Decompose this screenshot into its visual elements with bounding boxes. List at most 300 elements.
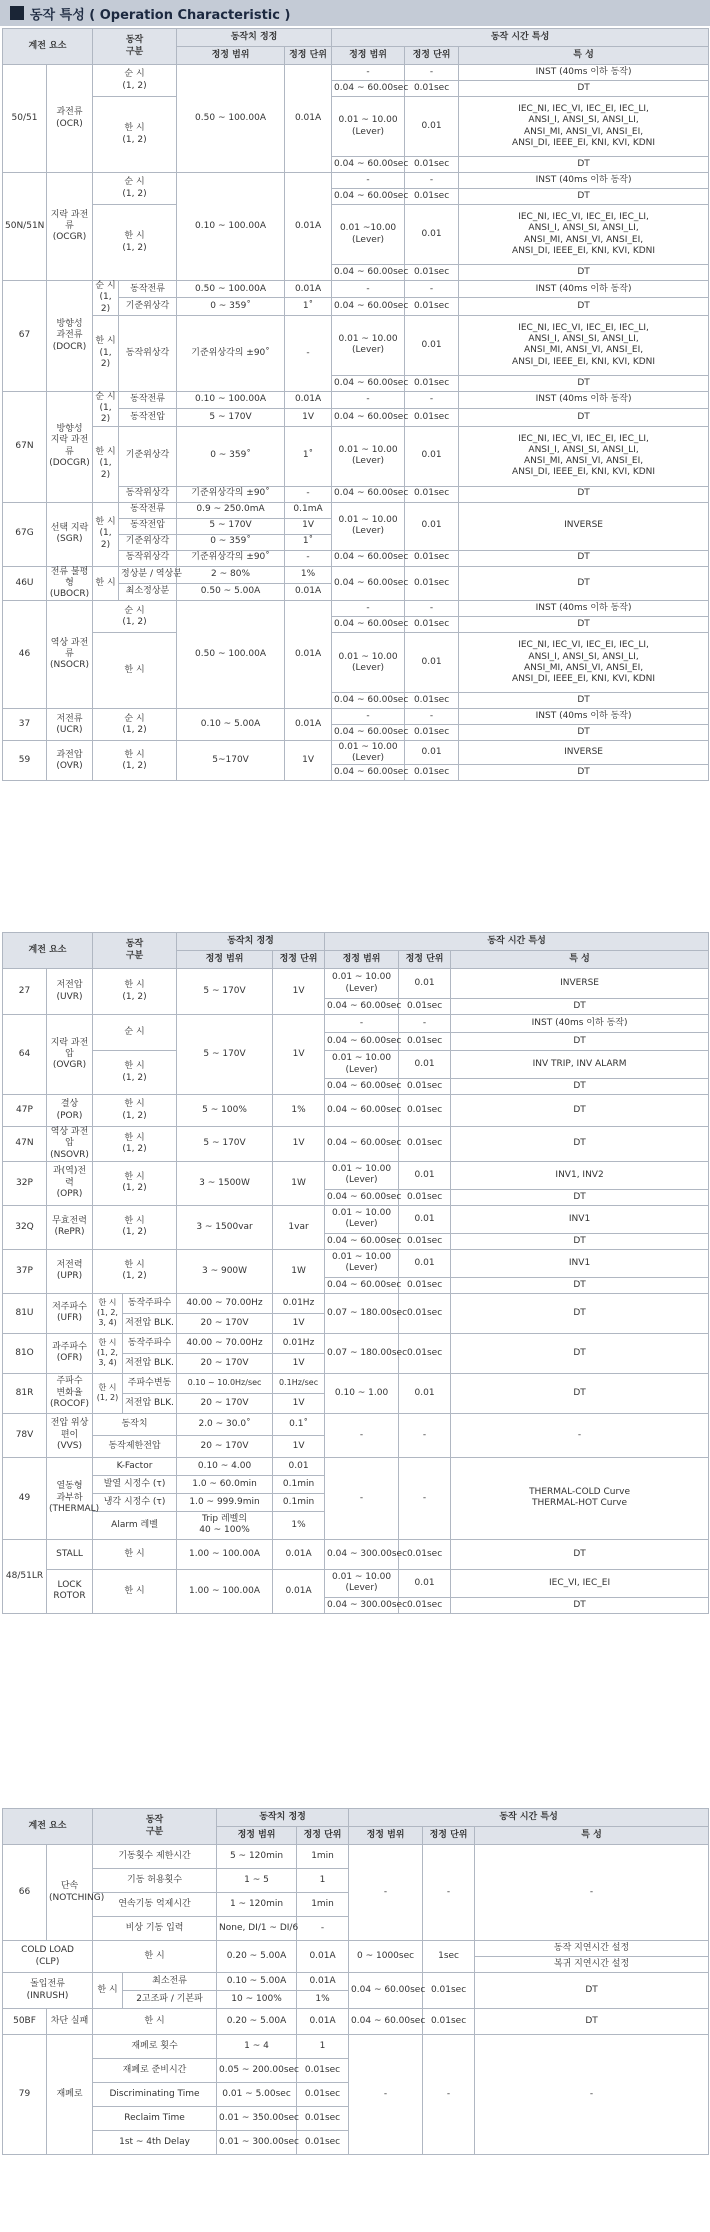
characteristic-curves: IEC_NI, IEC_VI, IEC_EI, IEC_LI, ANSI_I, ANSI_SI, ANSI_LI, ANSI_MI, ANSI_VI, ANSI_EI, ANSI_DI, IEEE_EI, KNI, KVI, KDNI xyxy=(459,97,709,157)
header-unit: 정정 단위 xyxy=(297,1827,349,1845)
time-range: 0.04 ~ 60.00sec xyxy=(332,157,405,173)
relay-name: 과전압 (OVR) xyxy=(47,741,93,781)
time-unit: 0.01sec xyxy=(423,2009,475,2035)
setting-range: 1.0 ~ 999.9min xyxy=(177,1493,273,1511)
setting-range: 20 ~ 170V xyxy=(177,1435,273,1457)
time-range: 0.01 ~10.00 (Lever) xyxy=(332,205,405,265)
time-range: 0.01 ~ 10.00 (Lever) xyxy=(325,1051,399,1079)
time-range: 0.01 ~ 10.00 (Lever) xyxy=(332,315,405,375)
section-1-table xyxy=(2,28,708,781)
characteristic: INST (40ms 이하 동작) xyxy=(459,391,709,408)
setting-unit: 1V xyxy=(273,1435,325,1457)
setting-range: 5 ~ 170V xyxy=(177,1127,273,1162)
time-unit: 0.01sec xyxy=(405,725,459,741)
time-range: 0.04 ~ 60.00sec xyxy=(325,1033,399,1051)
relay-name: 지락 과전류 (OCGR) xyxy=(47,173,93,281)
characteristic: DT xyxy=(459,81,709,97)
setting-unit: 0.01sec xyxy=(297,2083,349,2107)
category-inverse: 한 시 (1, 2) xyxy=(93,97,177,173)
time-range: - xyxy=(332,65,405,81)
setting-range: 20 ~ 170V xyxy=(177,1393,273,1413)
characteristic: DT xyxy=(459,375,709,391)
category-inverse: 한 시 (1, 2) xyxy=(93,1095,177,1127)
sub-item: 저전압 BLK. xyxy=(123,1313,177,1333)
time-unit: - xyxy=(405,65,459,81)
characteristic: DT xyxy=(459,693,709,709)
time-range: 0.01 ~ 10.00 (Lever) xyxy=(325,1205,399,1233)
time-range: 0.01 ~ 10.00 (Lever) xyxy=(332,502,405,550)
setting-unit: 1V xyxy=(273,1313,325,1333)
setting-unit: 1˚ xyxy=(285,426,332,486)
setting-unit: 0.01Hz xyxy=(273,1333,325,1353)
setting-unit: 1V xyxy=(273,1353,325,1373)
relay-name: 방향성 지락 과전류 (DOCGR) xyxy=(47,391,93,502)
category-inverse: 한 시 (1, 2) xyxy=(93,1249,177,1293)
relay-name: 전류 불평형 (UBOCR) xyxy=(47,566,93,601)
square-bullet-icon xyxy=(10,6,24,20)
sub-item: 동작위상각 xyxy=(119,486,177,502)
setting-range: 0.10 ~ 100.00A xyxy=(177,391,285,408)
setting-range: 1.0 ~ 60.0min xyxy=(177,1475,273,1493)
sub-item: 주파수변동 xyxy=(123,1373,177,1393)
characteristic: DT xyxy=(459,265,709,281)
time-unit: 0.01sec xyxy=(399,999,451,1015)
time-range: 0.01 ~ 10.00 (Lever) xyxy=(332,97,405,157)
characteristic: DT xyxy=(451,1127,709,1162)
relay-name: 전압 위상 편이 (VVS) xyxy=(47,1413,93,1457)
relay-code: 81O xyxy=(3,1333,47,1373)
header-char: 특 성 xyxy=(451,951,709,969)
time-unit: 0.01sec xyxy=(405,375,459,391)
time-range: 0.04 ~ 60.00sec xyxy=(332,566,405,601)
header-time-unit: 정정 단위 xyxy=(405,47,459,65)
setting-unit: 0.01A xyxy=(297,1973,349,1991)
setting-range: 0.50 ~ 100.00A xyxy=(177,281,285,298)
setting-unit: 1V xyxy=(285,741,332,781)
header-category: 동작 구분 xyxy=(93,1809,217,1845)
time-range: 0.04 ~ 60.00sec xyxy=(332,550,405,566)
setting-unit: 0.01A xyxy=(285,173,332,281)
time-unit: 0.01sec xyxy=(399,1127,451,1162)
setting-unit: - xyxy=(285,486,332,502)
setting-unit: 0.1˚ xyxy=(273,1413,325,1435)
characteristic: DT xyxy=(451,1079,709,1095)
characteristic: INVERSE xyxy=(459,741,709,765)
characteristic: DT xyxy=(451,1233,709,1249)
time-range: 0.01 ~ 10.00 (Lever) xyxy=(332,426,405,486)
relay-code: 46U xyxy=(3,566,47,601)
relay-name: 과(역)전력 (OPR) xyxy=(47,1161,93,1205)
time-unit: - xyxy=(405,173,459,189)
relay-code: 78V xyxy=(3,1413,47,1457)
time-range: 0.04 ~ 60.00sec xyxy=(332,375,405,391)
setting-range: 0.50 ~ 100.00A xyxy=(177,601,285,709)
sub-item: 기준위상각 xyxy=(119,534,177,550)
time-range: 0.10 ~ 1.00 xyxy=(325,1373,399,1413)
relay-code: 67 xyxy=(3,281,47,392)
setting-unit: 1V xyxy=(273,1393,325,1413)
time-unit: 0.01sec xyxy=(423,1973,475,2009)
sub-item: Discriminating Time xyxy=(93,2083,217,2107)
setting-unit: 0.01 xyxy=(273,1457,325,1475)
setting-range: 1 ~ 120min xyxy=(217,1893,297,1917)
time-unit: - xyxy=(405,709,459,725)
setting-unit: 0.01A xyxy=(285,709,332,741)
relay-code: 81R xyxy=(3,1373,47,1413)
characteristic: DT xyxy=(451,1033,709,1051)
relay-name: 지락 과전압 (OVGR) xyxy=(47,1015,93,1095)
relay-code: 47P xyxy=(3,1095,47,1127)
time-range: 0.01 ~ 10.00 (Lever) xyxy=(325,1161,399,1189)
time-unit: 0.01 xyxy=(405,741,459,765)
characteristic: INST (40ms 이하 동작) xyxy=(459,173,709,189)
relay-name: 과주파수 (OFR) xyxy=(47,1333,93,1373)
characteristic: INST (40ms 이하 동작) xyxy=(459,601,709,617)
relay-code: 37 xyxy=(3,709,47,741)
header-unit: 정정 단위 xyxy=(285,47,332,65)
time-unit: - xyxy=(423,2035,475,2155)
characteristic: DT xyxy=(459,725,709,741)
header-time-range: 정정 범위 xyxy=(349,1827,423,1845)
time-range: 0.04 ~ 60.00sec xyxy=(332,298,405,315)
category-inverse: 한 시 (1, 2) xyxy=(93,969,177,1015)
setting-range: 5~170V xyxy=(177,741,285,781)
setting-range: 0.50 ~ 5.00A xyxy=(177,583,285,600)
setting-range: 0 ~ 359˚ xyxy=(177,426,285,486)
time-range: - xyxy=(349,2035,423,2155)
characteristic: DT xyxy=(451,1373,709,1413)
relay-name: 역상 과전압 (NSOVR) xyxy=(47,1127,93,1162)
section-3-table xyxy=(2,1808,708,2155)
setting-range: 1.00 ~ 100.00A xyxy=(177,1569,273,1613)
characteristic-curves: IEC_NI, IEC_VI, IEC_EI, IEC_LI, ANSI_I, ANSI_SI, ANSI_LI, ANSI_MI, ANSI_VI, ANSI_EI, ANSI_DI, IEEE_EI, KNI, KVI, KDNI xyxy=(459,426,709,486)
time-range: - xyxy=(332,281,405,298)
characteristic: INV1, INV2 xyxy=(451,1161,709,1189)
setting-unit: 1 xyxy=(297,2035,349,2059)
time-unit: 0.01sec xyxy=(399,1597,451,1613)
setting-range: 0.50 ~ 100.00A xyxy=(177,65,285,173)
header-time-unit: 정정 단위 xyxy=(423,1827,475,1845)
setting-range: 5 ~ 170V xyxy=(177,409,285,426)
category-instant: 순 시 (1, 2) xyxy=(93,281,119,316)
setting-range: 1 ~ 4 xyxy=(217,2035,297,2059)
time-unit: 0.01sec xyxy=(405,617,459,633)
time-unit: 0.01sec xyxy=(405,298,459,315)
characteristic: DT xyxy=(459,550,709,566)
category-inverse: 한 시 (1, 2, 3, 4) xyxy=(93,1333,123,1373)
setting-range: 0.10 ~ 100.00A xyxy=(177,173,285,281)
setting-range: 5 ~ 120min xyxy=(217,1845,297,1869)
time-range: 0.01 ~ 10.00 (Lever) xyxy=(332,741,405,765)
category-inverse: 한 시 xyxy=(93,566,119,601)
setting-range: 기준위상각의 ±90˚ xyxy=(177,486,285,502)
setting-unit: 1V xyxy=(273,1127,325,1162)
time-unit: 0.01sec xyxy=(405,550,459,566)
characteristic: DT xyxy=(451,999,709,1015)
setting-unit: 1V xyxy=(285,409,332,426)
time-unit: - xyxy=(399,1413,451,1457)
characteristic: DT xyxy=(459,189,709,205)
category-instant: 순 시 xyxy=(93,1015,177,1051)
setting-unit: 1 xyxy=(297,1869,349,1893)
category-inverse: 한 시 (1, 2) xyxy=(93,1373,123,1413)
relay-code: 46 xyxy=(3,601,47,709)
sub-item: 동작위상각 xyxy=(119,315,177,391)
characteristic-curves: IEC_NI, IEC_VI, IEC_EI, IEC_LI, ANSI_I, ANSI_SI, ANSI_LI, ANSI_MI, ANSI_VI, ANSI_EI, ANSI_DI, IEEE_EI, KNI, KVI, KDNI xyxy=(459,315,709,375)
time-unit: - xyxy=(405,281,459,298)
characteristic: INV1 xyxy=(451,1249,709,1277)
relay-name: 저전력 (UPR) xyxy=(47,1249,93,1293)
sub-item: 연속기동 억제시간 xyxy=(93,1893,217,1917)
time-range: 0.04 ~ 60.00sec xyxy=(325,999,399,1015)
time-range: - xyxy=(325,1015,399,1033)
time-range: 0.07 ~ 180.00sec xyxy=(325,1333,399,1373)
characteristic: INV1 xyxy=(451,1205,709,1233)
characteristic: INV TRIP, INV ALARM xyxy=(451,1051,709,1079)
relay-name: 저주파수 (UFR) xyxy=(47,1293,93,1333)
relay-code: 32Q xyxy=(3,1205,47,1249)
setting-range: 0 ~ 359˚ xyxy=(177,534,285,550)
header-setting: 동작치 정정 xyxy=(177,933,325,951)
setting-range: 3 ~ 900W xyxy=(177,1249,273,1293)
time-unit: 0.01sec xyxy=(405,265,459,281)
header-element: 계전 요소 xyxy=(3,1809,93,1845)
setting-range: 1 ~ 5 xyxy=(217,1869,297,1893)
setting-range: 기준위상각의 ±90˚ xyxy=(177,550,285,566)
time-range: 0.04 ~ 60.00sec xyxy=(325,1233,399,1249)
category-instant: 순 시 (1, 2) xyxy=(93,65,177,97)
characteristic-curves: IEC_NI, IEC_VI, IEC_EI, IEC_LI, ANSI_I, ANSI_SI, ANSI_LI, ANSI_MI, ANSI_VI, ANSI_EI, ANSI_DI, IEEE_EI, KNI, KVI, KDNI xyxy=(459,205,709,265)
sub-item: 동작전압 xyxy=(119,518,177,534)
setting-range: 10 ~ 100% xyxy=(217,1991,297,2009)
sub-item: K-Factor xyxy=(93,1457,177,1475)
header-char: 특 성 xyxy=(475,1827,709,1845)
time-range: 0.04 ~ 60.00sec xyxy=(332,693,405,709)
time-range: 0.04 ~ 60.00sec xyxy=(332,189,405,205)
time-unit: 0.01sec xyxy=(399,1277,451,1293)
characteristic: - xyxy=(475,1845,709,1941)
relay-name: STALL xyxy=(47,1539,93,1569)
category-inverse: 한 시 xyxy=(93,1941,217,1973)
relay-name: 단속 (NOTCHING) xyxy=(47,1845,93,1941)
characteristic: INVERSE xyxy=(451,969,709,999)
header-time-range: 정정 범위 xyxy=(325,951,399,969)
relay-code: 79 xyxy=(3,2035,47,2155)
setting-unit: 0.01A xyxy=(285,65,332,173)
sub-item: 동작전류 xyxy=(119,502,177,518)
time-unit: 0.01 xyxy=(399,1205,451,1233)
setting-range: 0.05 ~ 200.00sec xyxy=(217,2059,297,2083)
setting-unit: 0.01sec xyxy=(297,2059,349,2083)
sub-item: 최소전류 xyxy=(123,1973,217,1991)
header-range: 정정 범위 xyxy=(217,1827,297,1845)
setting-range: 0.10 ~ 4.00 xyxy=(177,1457,273,1475)
characteristic: DT xyxy=(459,157,709,173)
characteristic: INST (40ms 이하 동작) xyxy=(459,709,709,725)
header-setting: 동작치 정정 xyxy=(217,1809,349,1827)
category-inverse: 한 시 (1, 2) xyxy=(93,1051,177,1095)
setting-unit: 1V xyxy=(273,1015,325,1095)
time-range: 0.01 ~ 10.00 (Lever) xyxy=(325,1569,399,1597)
time-range: 0.04 ~ 60.00sec xyxy=(332,81,405,97)
setting-range: 0 ~ 359˚ xyxy=(177,298,285,315)
setting-range: 1.00 ~ 100.00A xyxy=(177,1539,273,1569)
setting-range: 0.01 ~ 350.00sec xyxy=(217,2107,297,2131)
header-range: 정정 범위 xyxy=(177,47,285,65)
characteristic: INST (40ms 이하 동작) xyxy=(451,1015,709,1033)
setting-unit: 0.1Hz/sec xyxy=(273,1373,325,1393)
time-range: 0.04 ~ 300.00sec xyxy=(325,1597,399,1613)
time-range: - xyxy=(332,173,405,189)
time-unit: 0.01sec xyxy=(405,409,459,426)
header-time-unit: 정정 단위 xyxy=(399,951,451,969)
setting-range: 5 ~ 170V xyxy=(177,969,273,1015)
characteristic: INST (40ms 이하 동작) xyxy=(459,281,709,298)
time-range: 0.01 ~ 10.00 (Lever) xyxy=(325,969,399,999)
time-unit: 0.01sec xyxy=(399,1189,451,1205)
setting-range: 0.01 ~ 300.00sec xyxy=(217,2131,297,2155)
time-unit: 0.01 xyxy=(405,205,459,265)
setting-range: 40.00 ~ 70.00Hz xyxy=(177,1333,273,1353)
category-inverse: 한 시 xyxy=(93,1569,177,1613)
sub-item: 재폐로 횟수 xyxy=(93,2035,217,2059)
time-unit: 0.01sec xyxy=(405,486,459,502)
setting-unit: 1% xyxy=(273,1511,325,1539)
time-range: 0.04 ~ 60.00sec xyxy=(325,1079,399,1095)
setting-range: 0.10 ~ 10.0Hz/sec xyxy=(177,1373,273,1393)
relay-name: 선택 지락 (SGR) xyxy=(47,502,93,566)
sub-item: 동작주파수 xyxy=(123,1293,177,1313)
sub-item: 비상 기동 입력 xyxy=(93,1917,217,1941)
setting-range: 0.9 ~ 250.0mA xyxy=(177,502,285,518)
time-range: 0.04 ~ 60.00sec xyxy=(325,1189,399,1205)
time-unit: 0.01sec xyxy=(405,566,459,601)
time-unit: - xyxy=(399,1015,451,1033)
relay-name: 차단 실패 xyxy=(47,2009,93,2035)
time-range: 0.04 ~ 60.00sec xyxy=(332,725,405,741)
relay-name: 역상 과전류 (NSOCR) xyxy=(47,601,93,709)
sub-item: 기준위상각 xyxy=(119,426,177,486)
characteristic: DT xyxy=(459,617,709,633)
category-inverse: 한 시 (1, 2) xyxy=(93,426,119,502)
time-range: 0.04 ~ 60.00sec xyxy=(332,486,405,502)
relay-code: 81U xyxy=(3,1293,47,1333)
time-range: 0.04 ~ 60.00sec xyxy=(325,1127,399,1162)
category-instant: 순 시 (1, 2) xyxy=(93,173,177,205)
sub-item: 동작전류 xyxy=(119,391,177,408)
relay-code: 50N/51N xyxy=(3,173,47,281)
header-time-char: 동작 시간 특성 xyxy=(325,933,709,951)
header-element: 계전 요소 xyxy=(3,29,93,65)
setting-range: 3 ~ 1500var xyxy=(177,1205,273,1249)
time-unit: 0.01sec xyxy=(399,1233,451,1249)
time-range: - xyxy=(325,1457,399,1539)
sub-item: 기준위상각 xyxy=(119,298,177,315)
time-unit: 0.01 xyxy=(399,1569,451,1597)
time-range: 0.07 ~ 180.00sec xyxy=(325,1293,399,1333)
relay-code: 27 xyxy=(3,969,47,1015)
relay-code: 67G xyxy=(3,502,47,566)
category-inverse: 한 시 xyxy=(93,2009,217,2035)
setting-unit: 1min xyxy=(297,1893,349,1917)
sub-item: 기동횟수 제한시간 xyxy=(93,1845,217,1869)
setting-range: 0.20 ~ 5.00A xyxy=(217,1941,297,1973)
relay-name: 방향성 과전류 (DOCR) xyxy=(47,281,93,392)
setting-unit: 1% xyxy=(273,1095,325,1127)
setting-unit: - xyxy=(297,1917,349,1941)
category-inverse: 한 시 (1, 2) xyxy=(93,502,119,566)
setting-range: 20 ~ 170V xyxy=(177,1353,273,1373)
characteristic: DT xyxy=(451,1597,709,1613)
header-time-char: 동작 시간 특성 xyxy=(349,1809,709,1827)
characteristic: INST (40ms 이하 동작) xyxy=(459,65,709,81)
time-unit: - xyxy=(423,1845,475,1941)
sub-item: 정상분 / 역상분 xyxy=(119,566,177,583)
setting-unit: 1% xyxy=(297,1991,349,2009)
setting-unit: 0.1mA xyxy=(285,502,332,518)
header-element: 계전 요소 xyxy=(3,933,93,969)
time-range: - xyxy=(332,391,405,408)
time-unit: 0.01sec xyxy=(399,1333,451,1373)
time-range: - xyxy=(332,601,405,617)
relay-code: 50/51 xyxy=(3,65,47,173)
setting-range: 0.10 ~ 5.00A xyxy=(177,709,285,741)
characteristic: DT xyxy=(451,1333,709,1373)
time-range: 0.04 ~ 60.00sec xyxy=(349,1973,423,2009)
characteristic: 복귀 지연시간 설정 xyxy=(475,1957,709,1973)
setting-unit: - xyxy=(285,315,332,391)
setting-range: 5 ~ 170V xyxy=(177,1015,273,1095)
relay-code: 64 xyxy=(3,1015,47,1095)
relay-code: 32P xyxy=(3,1161,47,1205)
header-category: 동작 구분 xyxy=(93,29,177,65)
time-unit: 0.01 xyxy=(405,633,459,693)
category-inverse: 한 시 (1, 2) xyxy=(93,1205,177,1249)
setting-unit: 1V xyxy=(285,518,332,534)
time-range: 0.04 ~ 60.00sec xyxy=(332,265,405,281)
header-category: 동작 구분 xyxy=(93,933,177,969)
sub-item: 저전압 BLK. xyxy=(123,1353,177,1373)
category-instant: 순 시 (1, 2) xyxy=(93,601,177,633)
characteristic: DT xyxy=(451,1189,709,1205)
relay-code: 50BF xyxy=(3,2009,47,2035)
relay-code: 59 xyxy=(3,741,47,781)
time-unit: 0.01 xyxy=(405,426,459,486)
header-time-char: 동작 시간 특성 xyxy=(332,29,709,47)
time-range: 0.01 ~ 10.00 (Lever) xyxy=(325,1249,399,1277)
relay-name: 결상 (POR) xyxy=(47,1095,93,1127)
time-range: 0 ~ 1000sec xyxy=(349,1941,423,1973)
setting-range: 5 ~ 170V xyxy=(177,518,285,534)
relay-code: 37P xyxy=(3,1249,47,1293)
setting-unit: 0.1min xyxy=(273,1475,325,1493)
characteristic: DT xyxy=(459,486,709,502)
category-inverse: 한 시 xyxy=(93,1539,177,1569)
time-unit: 0.01 xyxy=(399,1373,451,1413)
header-time-range: 정정 범위 xyxy=(332,47,405,65)
sub-item: 2고조파 / 기본파 xyxy=(123,1991,217,2009)
header-char: 특 성 xyxy=(459,47,709,65)
time-range: 0.04 ~ 60.00sec xyxy=(325,1095,399,1127)
characteristic: INVERSE xyxy=(459,502,709,550)
characteristic: IEC_VI, IEC_EI xyxy=(451,1569,709,1597)
relay-name: 주파수 변화율 (ROCOF) xyxy=(47,1373,93,1413)
time-unit: 0.01sec xyxy=(405,189,459,205)
relay-name: 저전압 (UVR) xyxy=(47,969,93,1015)
characteristic: DT xyxy=(459,765,709,781)
setting-unit: 0.01A xyxy=(285,601,332,709)
setting-range: None, DI/1 ~ DI/6 xyxy=(217,1917,297,1941)
